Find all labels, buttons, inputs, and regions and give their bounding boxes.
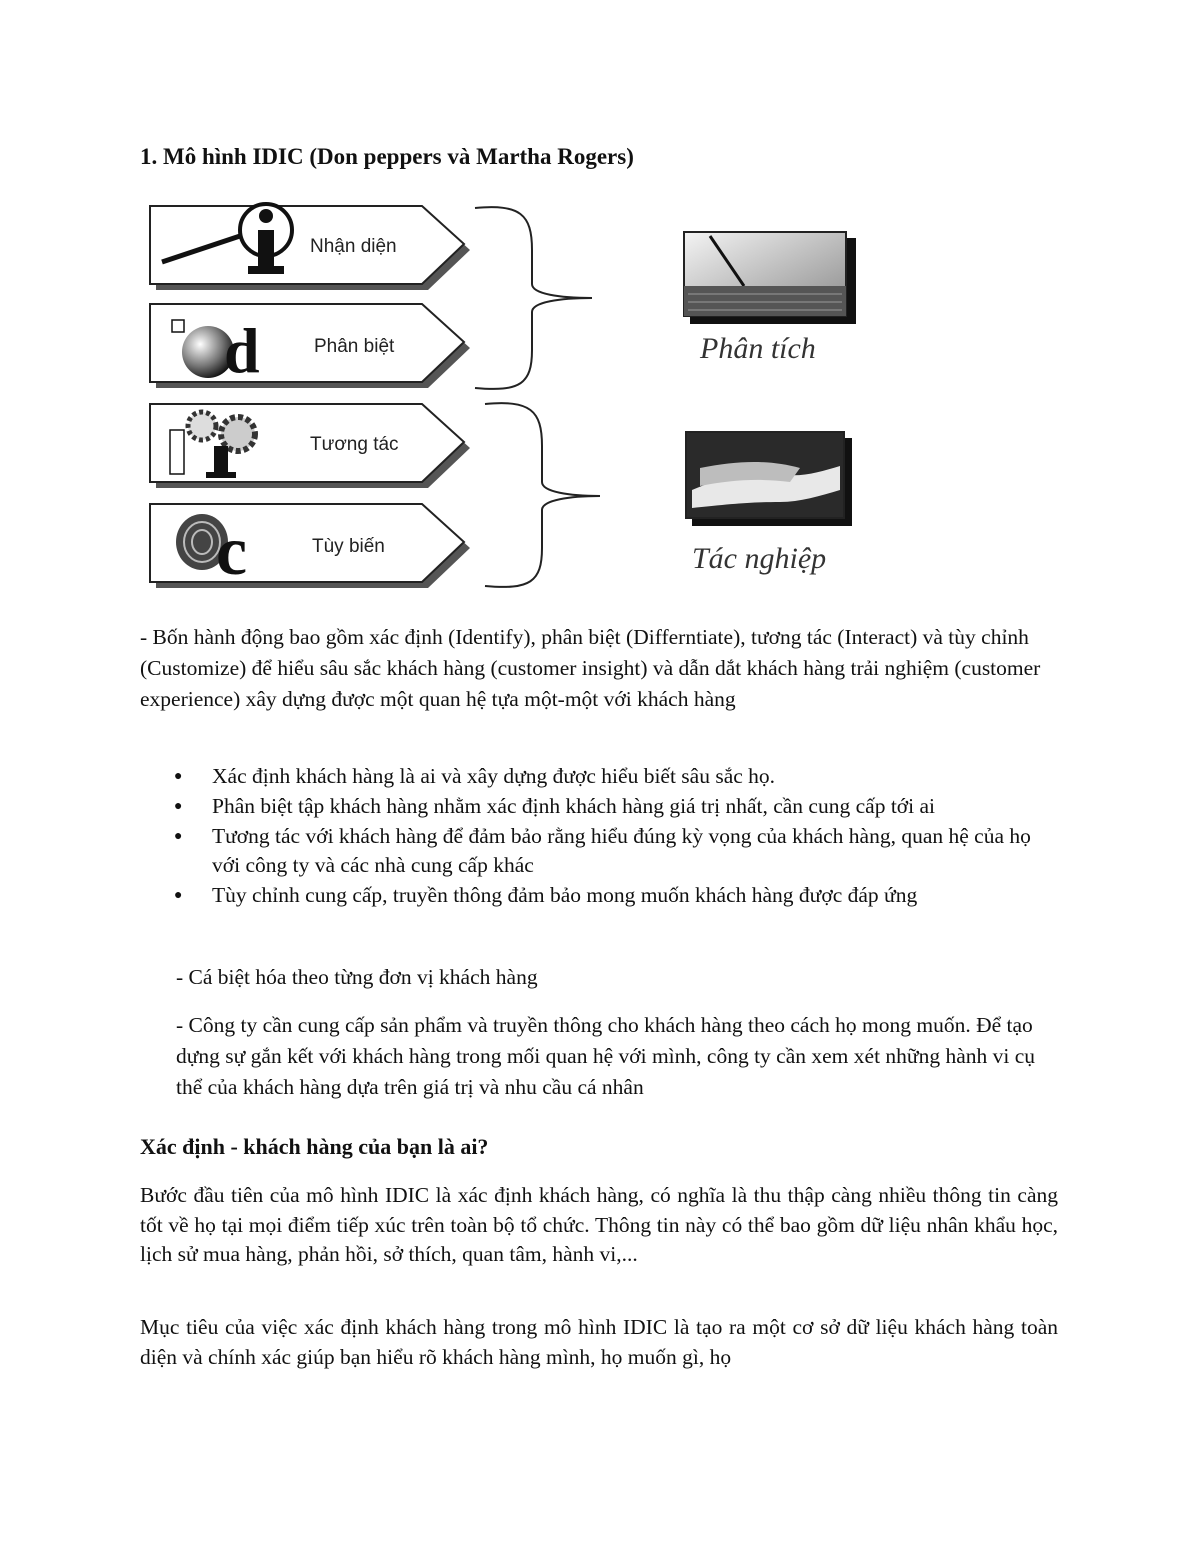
bullet-customize: ● Tùy chỉnh cung cấp, truyền thông đảm bảo mong muốn khách hàng được đáp ứng <box>172 881 1062 910</box>
step-differentiate-label: Phân biệt <box>314 336 395 357</box>
idic-diagram <box>140 190 880 600</box>
laptop-icon <box>684 232 856 324</box>
category-operational-label: Tác nghiệp <box>692 542 827 575</box>
svg-text:c: c <box>216 513 248 590</box>
identify-paragraph-1: Bước đầu tiên của mô hình IDIC là xác định khách hàng, có nghĩa là thu thập càng nhiều thông tin càng tốt về họ tại mọi điểm tiếp xúc trên toàn bộ tổ chức. Thông tin này có thể bao gồm dữ liệu nhân khẩu học, lịch sử mua hàng, phản hồi, sở thích, quan tâm, hành vi,... <box>140 1183 1058 1266</box>
step-identify-label: Nhận diện <box>310 236 397 257</box>
step-interact <box>150 404 470 488</box>
section-heading-identify: Xác định - khách hàng của bạn là ai? <box>140 1134 489 1159</box>
bullet-differentiate: ● Phân biệt tập khách hàng nhằm xác định khách hàng giá trị nhất, cần cung cấp tới ai <box>172 792 1062 821</box>
bullet-interact: ● Tương tác với khách hàng để đảm bảo rằng hiểu đúng kỳ vọng của khách hàng, quan hệ của họ với công ty và các nhà cung cấp khác <box>172 822 1062 880</box>
brace-analysis <box>475 207 592 389</box>
step-differentiate <box>150 304 470 388</box>
bullet-identify: ● Xác định khách hàng là ai và xây dựng được hiểu biết sâu sắc họ. <box>172 762 1062 791</box>
step-identify <box>150 204 470 290</box>
handshake-icon <box>686 432 852 526</box>
intro-paragraph: - Bốn hành động bao gồm xác định (Identify), phân biệt (Differntiate), tương tác (Interact) và tùy chỉnh (Customize) để hiểu sâu sắc khách hàng (customer insight) và dẫn dắt khách hàng trải nghiệm (customer experience) xây dựng được một quan hệ tựa một-một với khách hàng <box>140 625 1041 711</box>
step-customize <box>150 504 470 590</box>
step-interact-label: Tương tác <box>310 434 399 455</box>
company-note: - Công ty cần cung cấp sản phẩm và truyền thông cho khách hàng theo cách họ mong muốn. Để tạo dựng sự gắn kết với khách hàng trong mối quan hệ với mình, công ty cần xem xét những hành vi cụ thể của khách hàng dựa trên giá trị và nhu cầu cá nhân <box>176 1013 1036 1099</box>
category-analysis-label: Phân tích <box>700 332 816 365</box>
identify-paragraph-2: Mục tiêu của việc xác định khách hàng trong mô hình IDIC là tạo ra một cơ sở dữ liệu khách hàng toàn diện và chính xác giúp bạn hiểu rõ khách hàng mình, họ muốn gì, họ <box>140 1315 1058 1369</box>
step-customize-label: Tùy biến <box>312 536 385 557</box>
personalization-note: - Cá biệt hóa theo từng đơn vị khách hàng <box>176 965 538 989</box>
brace-operational <box>485 403 600 587</box>
page-heading: 1. Mô hình IDIC (Don peppers và Martha Rogers) <box>140 144 634 169</box>
idic-diagram-svg <box>140 190 880 600</box>
idic-bullet-list <box>172 762 1062 911</box>
svg-text:d: d <box>224 315 260 386</box>
